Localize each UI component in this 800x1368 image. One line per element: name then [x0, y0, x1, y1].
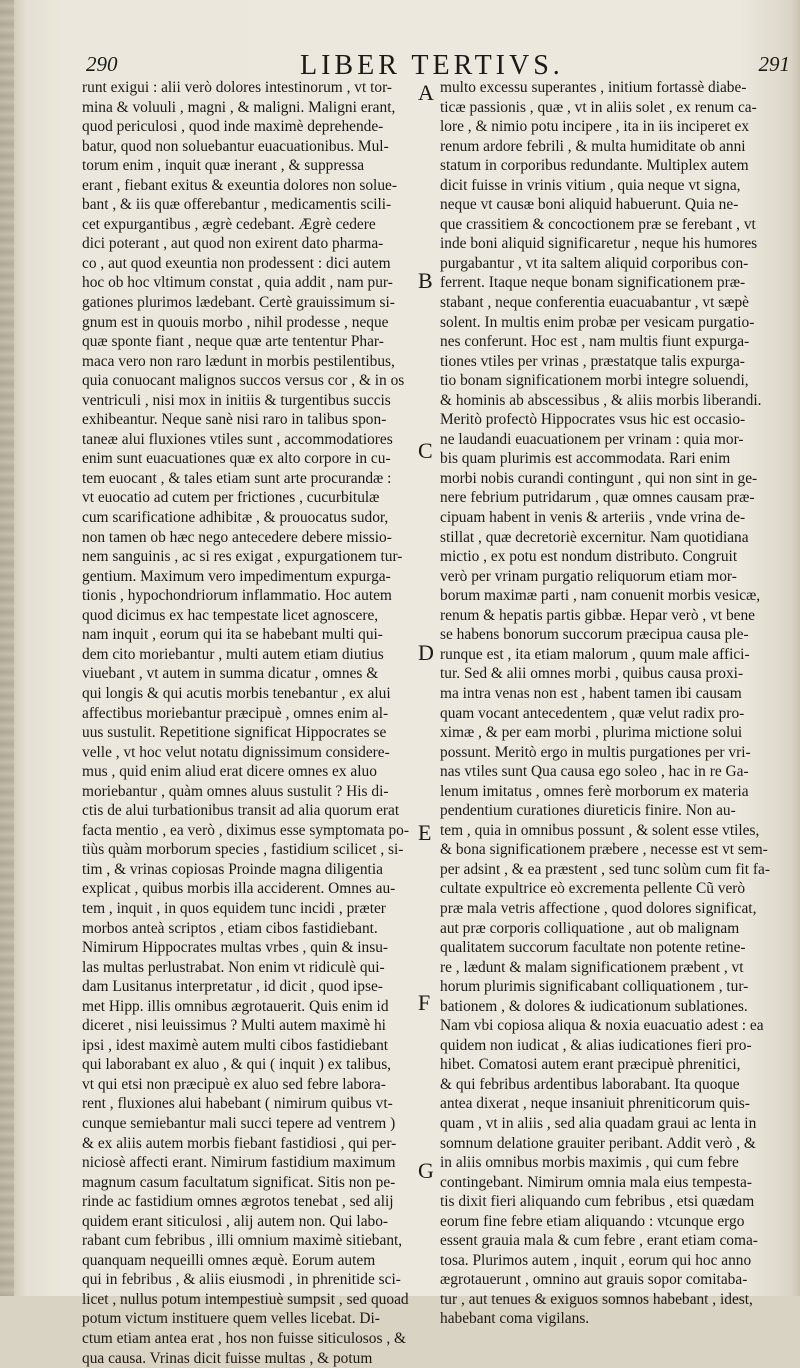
text-line: velle , vt hoc velut notatu dignissimum considere-	[82, 743, 390, 761]
text-line: tim , & vrinas copiosas Proinde magna diligentia	[82, 860, 383, 878]
text-line: ximæ , & per eam morbi , plurima mictione solui	[440, 724, 743, 742]
text-line: dicit fuisse in vrinis vitium , quia neque vt signa,	[440, 176, 741, 194]
page-number-left: 290	[86, 52, 118, 76]
text-line: & hominis ab abscessibus , & aliis morbis liberandi.	[440, 391, 762, 409]
text-line: Meritò profectò Hippocrates vsus hic est occasio-	[440, 411, 746, 429]
margin-marker-f: F	[418, 990, 431, 1015]
text-line: explicat , quibus morbis illa acciderent. Omnes au-	[82, 880, 396, 898]
text-line: quanquam nequeilli omnes æquè. Eorum autem	[82, 1251, 376, 1269]
text-line: batur, quod non soluebantur euacuationibus. Mul-	[82, 137, 389, 155]
text-line: morbi nobis curandi contingunt , qui non sint in ge-	[440, 469, 758, 487]
text-line: torum enim , inquit quæ inerant , & suppressa	[82, 157, 365, 175]
text-line: runt exigui : alii verò dolores intestinorum , vt tor-	[82, 79, 393, 96]
text-line: cipuam habent in venis & arteriis , vnde vrina de-	[440, 509, 746, 527]
text-line: ægrotauerunt , omnino aut grauis sopor comitaba-	[440, 1271, 748, 1289]
text-line: aut præ corporis colliquatione , aut ob malignam	[440, 919, 740, 937]
margin-marker-a: A	[418, 80, 434, 105]
text-line: morbos anteà scriptos , etiam cibos fastidiebant.	[82, 919, 378, 937]
text-line: quam vocant antecedentem , quæ velut radix pro-	[440, 704, 745, 722]
text-line: pendentium curationes diureticis finire. Non au-	[440, 802, 736, 820]
text-line: qualitatem succorum facultate non potente retine-	[440, 939, 746, 957]
text-line: cultate expultrice eò excrementa pellente Cũ verò	[440, 880, 746, 898]
text-line: maca vero non raro lædunt in morbis pestilentibus,	[82, 352, 395, 370]
text-line: solent. In multis enim probæ per vesicam purgatio-	[440, 313, 755, 331]
text-line: tur. Sed & alii omnes morbi , quibus causa proxi-	[440, 665, 744, 683]
text-line: Nam vbi copiosa aliqua & noxia euacuatio adest : ea	[440, 1017, 764, 1035]
text-line: lenum imitatus , omnes ferè morborum ex materia	[440, 782, 749, 800]
text-line: bis quam plurimis est accommodata. Rari enim	[440, 450, 731, 468]
text-line: co , aut quod exeuntia non prodessent : dici autem	[82, 254, 391, 272]
text-line: tionis , hypochondriorum inflammatio. Hoc autem	[82, 587, 392, 605]
text-line: nam inquit , eorum qui ita se habebant multi qui-	[82, 626, 383, 644]
text-line: nem sanguinis , ac si res exigat , expurgationem tur-	[82, 548, 403, 566]
text-line: taneæ alui fluxiones vtiles sunt , accommodatiores	[82, 430, 393, 448]
text-line: purgabantur , vt ita saltem aliquid corporibus con-	[440, 254, 749, 272]
margin-marker-g: G	[418, 1158, 434, 1183]
left-text-column	[82, 78, 418, 1368]
text-line: las multas perlustrabat. Non enim vt ridiculè qui-	[82, 958, 385, 976]
text-line: stabant , neque conferentia euacuabantur , vt sæpè	[440, 294, 749, 312]
text-line: gentium. Maximum vero impedimentum expurga-	[82, 567, 391, 585]
text-line: & bona significationem præbere , necesse est vt sem-	[440, 841, 768, 859]
text-line: nas vtiles sunt Qua causa ego soleo , hac in re Ga-	[440, 763, 749, 781]
text-line: in aliis omnibus morbis maximis , qui cum febre	[440, 1154, 739, 1172]
text-line: quod periculosi , quod inde maximè deprehende-	[82, 118, 384, 136]
running-head: LIBER TERTIVS.	[300, 50, 564, 81]
text-line: qui laborabant ex aluo , & qui ( inquit ) ex talibus,	[82, 1056, 392, 1074]
text-line: ctis de alui turbationibus transit ad alia quorum erat	[82, 802, 400, 820]
text-line: ne laudandi euacuationem per vrinam : quia mor-	[440, 430, 744, 448]
text-line: dici poterant , aut quod non exirent dato pharma-	[82, 235, 384, 253]
text-line: Nimirum Hippocrates multas vrbes , quin & insu-	[82, 939, 389, 957]
page-binding-edge	[0, 0, 14, 1296]
text-line: borum maximæ parti , nam conuenit morbis vesicæ,	[440, 587, 761, 605]
text-line: non tamen ob hæc nego antecedere debere missio-	[82, 528, 392, 546]
text-line: gnum est in quouis morbo , nihil prodesse , neque	[82, 313, 389, 331]
text-line: & ex aliis autem morbis fiebant fastidiosi , qui per-	[82, 1134, 397, 1152]
text-line: facta mentio , ea verò , diximus esse symptomata po-	[82, 821, 409, 839]
text-line: qua causa. Vrinas dicit fuisse multas , & potum	[82, 1349, 373, 1367]
text-line: tis dixit fieri aliquando cum febribus , etsi quædam	[440, 1193, 755, 1211]
text-line: contingebant. Nimirum omnia mala eius tempesta-	[440, 1173, 753, 1191]
text-line: rent , fluxiones alui habebant ( nimirum quibus vt-	[82, 1095, 393, 1113]
text-line: eorum fine febre etiam aliquando : vtcunque ergo	[440, 1212, 745, 1230]
text-line: vt euocatio ad cutem per frictiones , cucurbitulæ	[82, 489, 380, 507]
margin-marker-d: D	[418, 640, 434, 665]
text-line: quia conuocant malignos succos versus cor , & in os	[82, 372, 405, 390]
text-line: hoc ob hoc vltimum constat , quia addit , nam pur-	[82, 274, 393, 292]
text-line: tiones vtiles per vrinas , præstatque talis expurga-	[440, 352, 745, 370]
margin-marker-c: C	[418, 438, 433, 463]
text-line: essent grauia mala & cum febre , erant etiam coma-	[440, 1232, 758, 1250]
text-line: stillat , quæ decretoriè excernitur. Nam quotidiana	[440, 528, 749, 546]
text-line: dem cito moriebantur , multi autem etiam diutius	[82, 645, 384, 663]
text-line: diceret , nisi leuissimus ? Multi autem maximè hi	[82, 1017, 386, 1035]
text-line: tio bonam significationem morbi integre soluendi,	[440, 372, 749, 390]
text-line: ventriculi , nisi mox in initiis & turgentibus succis	[82, 391, 391, 409]
text-line: statum in corporibus redundante. Multiplex autem	[440, 157, 749, 175]
text-line: uus sustulit. Repetitione significat Hippocrates se	[82, 724, 387, 742]
text-line: qui in febribus , & aliis eiusmodi , in phrenitide sci-	[82, 1271, 401, 1289]
text-line: moriebantur , quàm omnes aluus sustulit ? His di-	[82, 782, 389, 800]
text-line: bant , & iis quæ offerebantur , medicamentis scili-	[82, 196, 392, 214]
text-line: cet expurgantibus , ægrè cedebant. Ægrè cedere	[82, 215, 376, 233]
text-line: multo excessu superantes , initium fortassè diabe-	[440, 79, 747, 96]
text-line: cunque semiebantur mali succi tepere ad ventrem )	[82, 1114, 396, 1132]
text-line: licet , nullus potum intempestiuè sumpsit , sed quoad	[82, 1290, 409, 1308]
text-line: tiùs quàm morborum species , fastidium scilicet , si-	[82, 841, 404, 859]
text-line: quidem erant siticulosi , alij autem non. Qui labo-	[82, 1212, 389, 1230]
text-line: hibet. Comatosi autem erant præcipuè phrenitici,	[440, 1056, 741, 1074]
text-line: præ mala vetris affectione , quod dolores significat,	[440, 899, 757, 917]
text-line: erant , fiebant exitus & exeuntia dolores non solue-	[82, 176, 397, 194]
text-line: met Hipp. illis omnibus ægrotauerit. Quis enim id	[82, 997, 389, 1015]
text-line: tem , quia in omnibus possunt , & solent esse vtiles,	[440, 821, 760, 839]
text-line: ma intra venas non est , habent tamen ibi causam	[440, 684, 742, 702]
text-line: qui longis & qui acutis morbis tenebantur , ex alui	[82, 684, 391, 702]
right-text-column	[440, 78, 776, 1329]
text-line: antea dixerat , neque insaniuit phreniticorum quis-	[440, 1095, 750, 1113]
text-line: somnum delatione grauiter peribant. Addit verò , &	[440, 1134, 756, 1152]
text-line: rinde ac fastidium omnes ægrotos tenebat , sed alij	[82, 1193, 394, 1211]
text-line: per adsint , & ea præstent , sed tunc solùm cum fit fa-	[440, 860, 770, 878]
text-line: tosa. Plurimos autem , inquit , eorum qui hoc anno	[440, 1251, 752, 1269]
text-line: neque vt causæ boni aliquid habuerunt. Quia ne-	[440, 196, 739, 214]
text-line: runque est , ita etiam malorum , quum male affici-	[440, 645, 750, 663]
text-line: & qui febribus ardentibus laborabant. Ita quoque	[440, 1075, 740, 1093]
text-line: re , lædunt & malam significationem præbent , vt	[440, 958, 744, 976]
text-line: dam Lusitanus interpretatur , id dicit , quod ipse-	[82, 978, 383, 996]
text-line: inde boni aliquid significaretur , neque his humores	[440, 235, 758, 253]
text-line: renum ardore febrili , & multa humiditate ob anni	[440, 137, 746, 155]
text-line: quam , vt in aliis , sed alia quadam graui ac lenta in	[440, 1114, 757, 1132]
text-line: potum victum instituere quem velles licebat. Di-	[82, 1310, 380, 1328]
page-header	[78, 50, 790, 80]
text-line: vt qui etsi non præcipuè ex aluo sed febre labora-	[82, 1075, 386, 1093]
text-line: tem , inquit , in quos equidem tunc incidi , præter	[82, 899, 386, 917]
text-line: renum & hepatis partis gibbæ. Hepar verò , vt bene	[440, 606, 755, 624]
text-line: lore , & nimio potu incipere , ita in iis inciperet ex	[440, 118, 750, 136]
text-line: possunt. Meritò ergo in multis purgationes per vri-	[440, 743, 751, 761]
text-line: cum scarificatione adhibitæ , & prouocatus sudor,	[82, 509, 389, 527]
text-line: ipsi , idest maximè autem multi cibos fastidiebant	[82, 1036, 389, 1054]
text-line: tem euocant , & tales etiam sunt arte procurandæ :	[82, 469, 392, 487]
margin-marker-b: B	[418, 268, 433, 293]
text-line: ctum etiam antea erat , hos non fuisse siticulosos , &	[82, 1330, 406, 1347]
text-line: tur , aut tenues & exiguos somnos habebant , idest,	[440, 1290, 753, 1308]
text-line: viuebant , vt autem in summa dicatur , omnes &	[82, 665, 379, 683]
text-line: se habens bonorum succorum præcipua causa ple-	[440, 626, 749, 644]
text-line: exhibeantur. Neque sanè nisi raro in talibus spon-	[82, 411, 387, 429]
text-line: horum plurimis significabant colliquationem , tur-	[440, 978, 749, 996]
text-line: nere febrium putridarum , quæ omnes causam præ-	[440, 489, 755, 507]
text-line: ticæ passionis , quæ , vt in aliis solet , ex renum ca-	[440, 98, 757, 116]
text-line: gationes plurimos lædebant. Certè grauissimum si-	[82, 294, 395, 312]
text-line: que crassitiem & concoctionem præ se ferebant , vt	[440, 215, 756, 233]
text-line: quod dicimus ex hac tempestate licet agnoscere,	[82, 606, 379, 624]
text-line: bationem , & dolores & iudicationum sublationes.	[440, 997, 748, 1015]
text-line: rabant cum febribus , illi omnium maximè sitiebant,	[82, 1232, 403, 1250]
text-line: mina & voluuli , magni , & maligni. Maligni erant,	[82, 98, 396, 116]
text-line: magnum casum facultatum significat. Sitis non pe-	[82, 1173, 396, 1191]
text-line: ferrent. Itaque neque bonam significationem præ-	[440, 274, 746, 292]
text-line: quæ sponte fiant , neque quæ arte tententur Phar-	[82, 333, 384, 351]
text-line: nes conferunt. Hoc est , nam multis fiunt expurga-	[440, 333, 750, 351]
text-line: affectibus moriebantur præcipuè , omnes enim al-	[82, 704, 389, 722]
text-line: verò per vrinam purgatio reliquorum etiam mor-	[440, 567, 737, 585]
text-line: mictio , ex potu est nondum distributo. Congruit	[440, 548, 738, 566]
text-line: quidem non iudicat , & alias iudicationes fieri pro-	[440, 1036, 752, 1054]
margin-marker-e: E	[418, 820, 432, 845]
text-line: mus , quid enim aliud erat dicere omnes ex aluo	[82, 763, 377, 781]
page-number-right: 291	[758, 52, 790, 76]
text-line: habebant coma vigilans.	[440, 1310, 590, 1328]
text-line: niciosè affecti erant. Nimirum fastidium maximum	[82, 1154, 396, 1172]
text-line: enim sunt euacuationes quæ ex alto corpore in cu-	[82, 450, 391, 468]
